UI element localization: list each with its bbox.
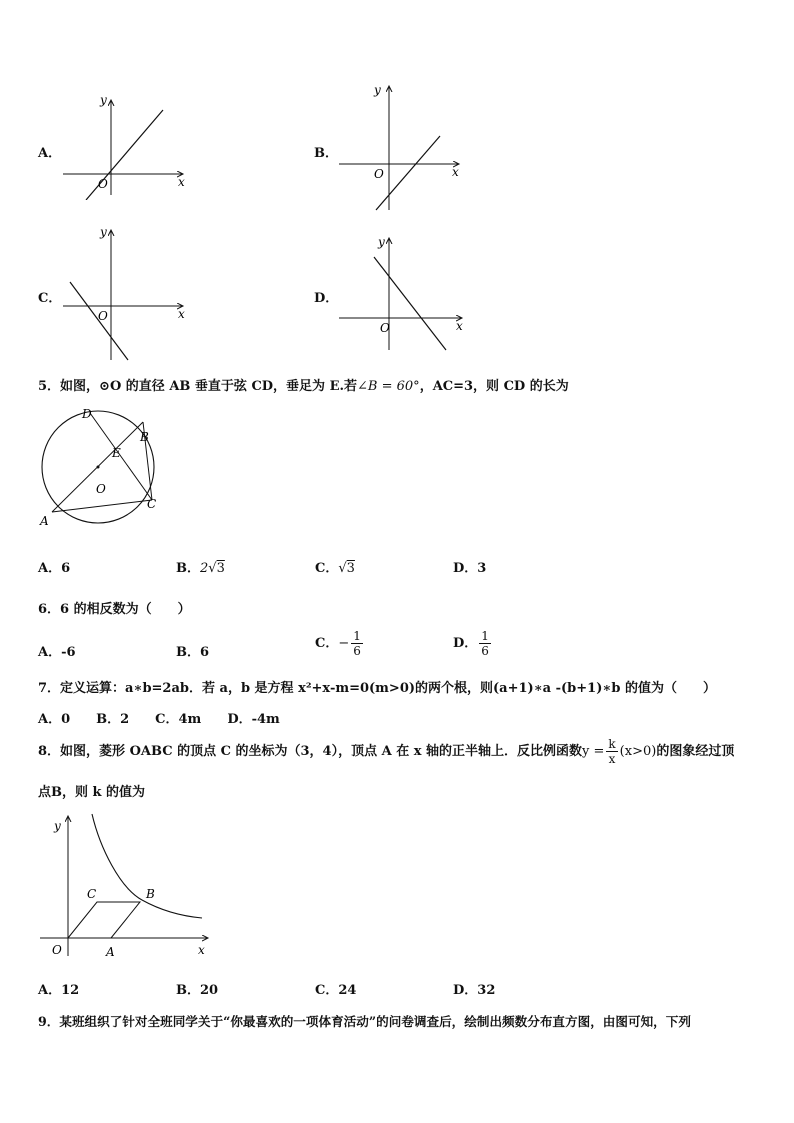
q8-stem-line2: 点B，则 k 的值为: [38, 785, 146, 800]
q4-option-d-label: D．: [314, 291, 339, 306]
q5-label-c: C: [147, 497, 157, 511]
q4-option-a-label: A．: [38, 146, 62, 161]
q8-option-a-value: 12: [61, 983, 80, 998]
q6-option-d[interactable]: [453, 629, 493, 658]
q8-option-c-label: C．: [315, 983, 339, 998]
q4-graph-c: [58, 222, 198, 362]
q5-option-d-value: 3: [477, 561, 487, 576]
q4c-y-label: y: [100, 225, 107, 239]
q8-option-c-value: 24: [338, 983, 357, 998]
q8-stem-mid: 的图象经过顶: [656, 744, 735, 759]
q6-option-d-fraction: $\frac{1}{6}$: [481, 629, 489, 658]
q6-stem: 6．6 的相反数为（ ）: [38, 602, 191, 617]
q8-option-b-label: B．: [176, 983, 200, 998]
q8-func-condition: (x>0): [619, 744, 657, 759]
q5-label-a: A: [40, 514, 49, 528]
q5-option-a-label: A．: [38, 561, 62, 576]
q4-graph-b: [334, 80, 474, 215]
q5-option-b-label: B．: [176, 561, 200, 576]
q6-option-c-label: C．: [315, 636, 339, 651]
q8-label-o: O: [52, 943, 62, 957]
q9-stem: 9．某班组织了针对全班同学关于“你最喜欢的一项体育活动”的问卷调查后，绘制出频数分布直方图，由图可知，下列: [38, 1014, 691, 1029]
q5-option-c[interactable]: [315, 557, 355, 576]
q5-option-a-value: 6: [61, 561, 71, 576]
q5-label-e: E: [112, 446, 121, 460]
q4c-origin: O: [98, 309, 108, 323]
q8-option-d-value: 32: [477, 983, 496, 998]
q8-option-b-value: 20: [200, 983, 219, 998]
q5-stem-prefix: 5．如图，⊙O 的直径 AB 垂直于弦 CD，垂足为 E.若: [38, 379, 358, 394]
q5-circle-figure: [30, 400, 170, 530]
q8-label-y: y: [54, 819, 61, 833]
q5-option-d[interactable]: [453, 557, 486, 576]
q8-option-d-label: D．: [453, 983, 478, 998]
q4a-origin: O: [98, 177, 108, 191]
q4d-y-label: y: [378, 235, 385, 249]
q5-stem-suffix: ，AC=3，则 CD 的长为: [419, 379, 569, 394]
q6-option-b-value: 6: [200, 645, 210, 660]
q8-label-a: A: [106, 945, 115, 959]
q8-stem-line1: [38, 737, 734, 766]
q5-option-c-value: √3: [338, 561, 355, 576]
q8-option-c[interactable]: [315, 979, 356, 998]
q5-option-b[interactable]: [176, 557, 225, 576]
q4d-x-label: x: [456, 319, 463, 333]
q8-option-b[interactable]: [176, 979, 218, 998]
q5-label-b: B: [140, 430, 149, 444]
q5-option-a[interactable]: [38, 557, 70, 576]
q5-option-c-label: C．: [315, 561, 339, 576]
q8-func-lhs: y =: [582, 744, 605, 759]
q8-label-b: B: [146, 887, 155, 901]
q6-option-c[interactable]: [315, 629, 365, 658]
q6-option-a[interactable]: [38, 641, 76, 660]
q7-stem: 7．定义运算：a∗b=2ab．若 a，b 是方程 x²+x-m=0(m>0)的两个根，则(a+1)∗a -(b+1)∗b 的值为（ ）: [38, 681, 716, 696]
q5-option-d-label: D．: [453, 561, 478, 576]
q4-option-b-label: B．: [314, 146, 338, 161]
q6-option-d-label: D．: [453, 636, 478, 651]
q8-rhombus-figure: [40, 808, 220, 960]
q8-option-a[interactable]: [38, 979, 79, 998]
q8-option-d[interactable]: [453, 979, 495, 998]
q6-option-a-label: A．: [38, 645, 62, 660]
q4b-y-label: y: [374, 83, 381, 97]
q4d-origin: O: [380, 321, 390, 335]
q5-stem: [38, 375, 569, 394]
q8-stem-prefix: 8．如图，菱形 OABC 的顶点 C 的坐标为（3，4），顶点 A 在 x 轴的正半轴上．反比例函数: [38, 744, 583, 759]
q6-option-b-label: B．: [176, 645, 200, 660]
q4-graph-a: [58, 90, 198, 200]
q5-option-b-value: 2√3: [200, 561, 225, 576]
q4-graph-d: [334, 232, 474, 352]
q5-angle: ∠B = 60°: [357, 379, 420, 394]
q4a-y-label: y: [100, 93, 107, 107]
q5-label-o: O: [96, 482, 106, 496]
q6-option-b[interactable]: [176, 641, 209, 660]
q8-label-x: x: [198, 943, 205, 957]
q4b-x-label: x: [452, 165, 459, 179]
q4c-x-label: x: [178, 307, 185, 321]
q6-option-c-sign: −: [338, 636, 350, 651]
q4-option-c-label: C．: [38, 291, 62, 306]
q6-option-c-fraction: $\frac{1}{6}$: [353, 629, 361, 658]
q4a-x-label: x: [178, 175, 185, 189]
q6-option-a-value: -6: [61, 645, 76, 660]
q7-options[interactable]: A．0 B．2 C．4m D．-4m: [38, 712, 280, 727]
q8-func-fraction: $\frac{k}{x}$: [608, 737, 616, 766]
q4b-origin: O: [374, 167, 384, 181]
q8-label-c: C: [87, 887, 97, 901]
q5-label-d: D: [82, 407, 92, 421]
q8-option-a-label: A．: [38, 983, 62, 998]
